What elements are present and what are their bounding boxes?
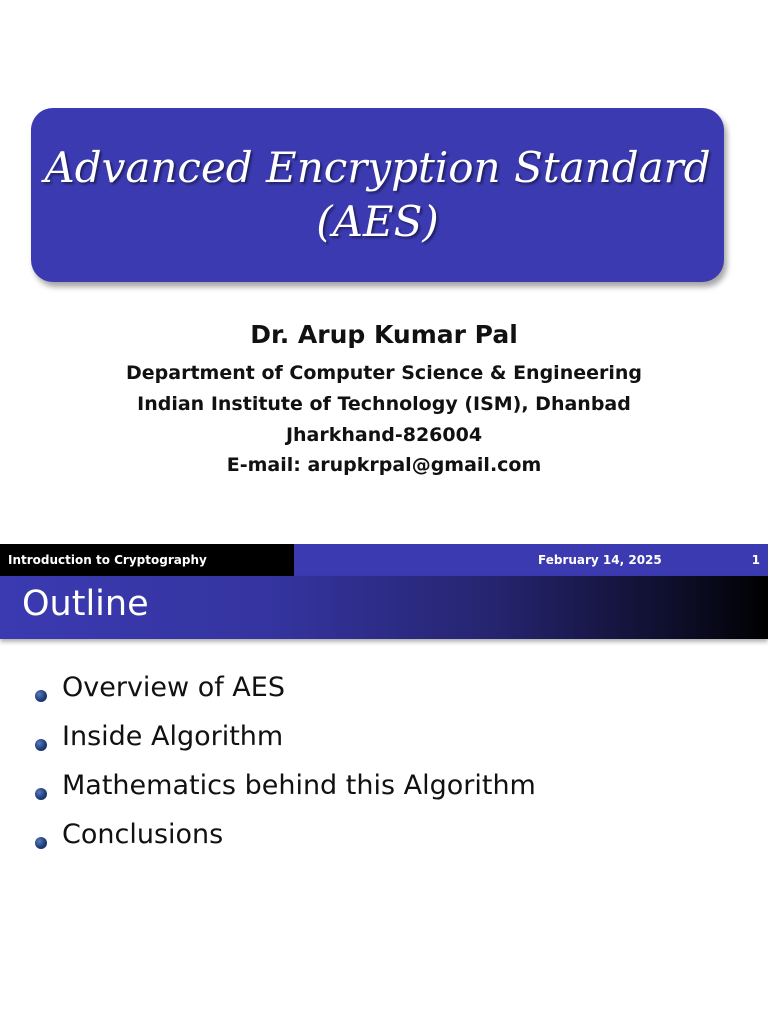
location-text: Jharkhand-826004 [285,424,483,446]
institute-text: Indian Institute of Technology (ISM), Dhanbad [137,393,631,415]
list-item [0,815,768,859]
list-item-text: Mathematics behind this Algorithm [62,770,536,801]
list-item-text: Inside Algorithm [62,721,284,752]
list-item-text: Overview of AES [62,672,285,703]
bullet-icon [35,837,47,849]
footer-course-title: Introduction to Cryptography [0,544,294,576]
slide-title-line2: (AES) [316,197,439,246]
slide-footer [0,544,768,576]
department-text: Department of Computer Science & Engineering [126,362,642,384]
bullet-icon [35,788,47,800]
email-text: E-mail: arupkrpal@gmail.com [226,454,542,476]
list-item [0,766,768,810]
outline-title: Outline [22,584,149,624]
footer-page-number: 1 [751,553,760,567]
list-item [0,717,768,761]
list-item-text: Conclusions [62,819,224,850]
footer-date: February 14, 2025 [538,553,662,567]
list-item [0,668,768,712]
title-box [31,108,724,282]
slide-title-line1: Advanced Encryption Standard [44,143,711,192]
bullet-icon [35,690,47,702]
bullet-icon [35,739,47,751]
author-name: Dr. Arup Kumar Pal [250,320,518,349]
outline-title-bar [0,576,768,639]
